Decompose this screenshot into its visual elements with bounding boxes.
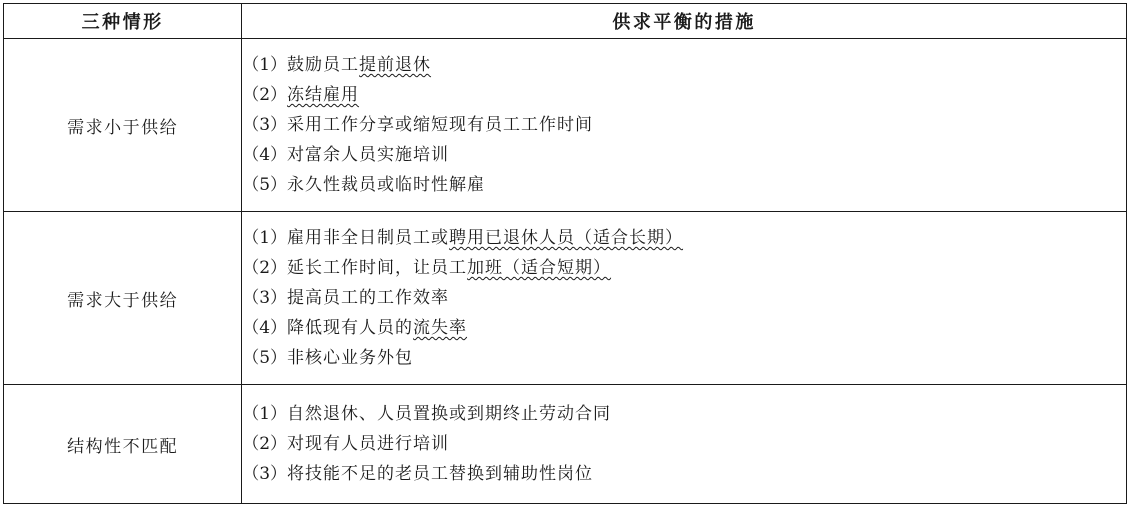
- list-item: [242, 399, 1126, 429]
- list-item: [242, 140, 1126, 170]
- item-number: （5）: [242, 175, 288, 195]
- item-text-plain: 延长工作时间，让员工: [287, 258, 468, 278]
- list-item: [242, 429, 1126, 459]
- table-body: [4, 39, 1127, 504]
- list-item: [242, 223, 1126, 253]
- item-text-emphasis: 聘用已退休人员（适合长期）: [449, 228, 684, 248]
- item-text-plain: 自然退休、人员置换或到期终止劳动合同: [287, 404, 612, 424]
- table-header-row: [4, 4, 1127, 39]
- list-item: [242, 283, 1126, 313]
- column-header-measures-label: 供求平衡的措施: [612, 12, 756, 33]
- measure-list: [242, 399, 1126, 489]
- measure-list: [242, 223, 1126, 373]
- list-item: [242, 170, 1126, 200]
- item-text-plain: 对现有人员进行培训: [287, 434, 450, 454]
- supply-demand-balance-table: [3, 3, 1127, 504]
- list-item: [242, 253, 1126, 283]
- item-number: （3）: [242, 288, 288, 308]
- item-number: （2）: [242, 258, 288, 278]
- measures-cell: [242, 385, 1127, 504]
- list-item: [242, 80, 1126, 110]
- item-number: （4）: [242, 145, 288, 165]
- list-item: [242, 50, 1126, 80]
- item-text-emphasis: 流失率: [413, 318, 468, 338]
- item-text-emphasis: 提前退休: [359, 55, 432, 75]
- item-number: （5）: [242, 348, 288, 368]
- table-row: [4, 39, 1127, 212]
- column-header-case-label: 三种情形: [81, 12, 164, 33]
- case-cell: 需求小于供给: [4, 39, 242, 212]
- list-item: [242, 313, 1126, 343]
- item-text-emphasis: 冻结雇用: [287, 85, 360, 105]
- table-row: [4, 385, 1127, 504]
- item-number: （1）: [242, 55, 288, 75]
- item-number: （4）: [242, 318, 288, 338]
- case-cell: 需求大于供给: [4, 212, 242, 385]
- item-number: （3）: [242, 464, 288, 484]
- case-cell: 结构性不匹配: [4, 385, 242, 504]
- item-number: （1）: [242, 404, 288, 424]
- column-header-measures: [242, 4, 1127, 39]
- item-text-plain: 鼓励员工: [287, 55, 360, 75]
- table-header: [4, 4, 1127, 39]
- item-number: （3）: [242, 115, 288, 135]
- item-number: （1）: [242, 228, 288, 248]
- document-page: [0, 3, 1130, 508]
- item-text-plain: 将技能不足的老员工替换到辅助性岗位: [287, 464, 594, 484]
- measures-cell: [242, 212, 1127, 385]
- list-item: [242, 459, 1126, 489]
- column-header-case: [4, 4, 242, 39]
- measure-list: [242, 50, 1126, 200]
- item-text-plain: 降低现有人员的: [287, 318, 414, 338]
- list-item: [242, 343, 1126, 373]
- measures-cell: [242, 39, 1127, 212]
- item-text-plain: 永久性裁员或临时性解雇: [287, 175, 486, 195]
- item-text-plain: 雇用非全日制员工或: [287, 228, 450, 248]
- list-item: [242, 110, 1126, 140]
- item-number: （2）: [242, 434, 288, 454]
- table-row: [4, 212, 1127, 385]
- item-text-emphasis: 加班（适合短期）: [467, 258, 612, 278]
- item-text-plain: 采用工作分享或缩短现有员工工作时间: [287, 115, 594, 135]
- item-number: （2）: [242, 85, 288, 105]
- item-text-plain: 提高员工的工作效率: [287, 288, 450, 308]
- item-text-plain: 非核心业务外包: [287, 348, 414, 368]
- item-text-plain: 对富余人员实施培训: [287, 145, 450, 165]
